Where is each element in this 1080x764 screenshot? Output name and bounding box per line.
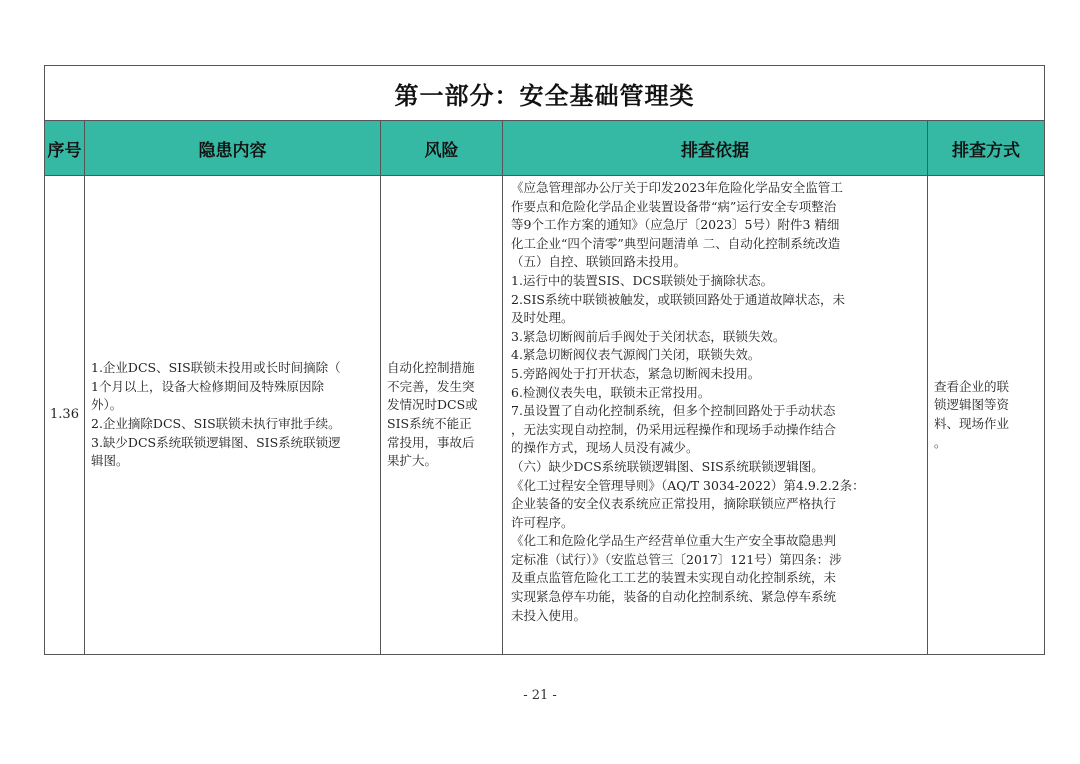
- basis-line: 实现紧急停车功能，装备的自动化控制系统、紧急停车系统: [511, 589, 837, 605]
- method-line: 锁逻辑图等资: [934, 397, 1010, 413]
- header-hazard: 隐患内容: [85, 121, 381, 175]
- basis-line: 4.紧急切断阀仪表气源阀门关闭，联锁失效。: [511, 347, 761, 363]
- basis-line: 化工企业“四个清零”典型问题清单 二、自动化控制系统改造: [511, 235, 841, 251]
- basis-line: 定标准（试行）》（安监总管三〔2017〕121号）第四条：涉: [511, 551, 842, 567]
- basis-line: 等9个工作方案的通知》（应急厅〔2023〕5号）附件3 精细: [511, 217, 840, 233]
- risk-line: 常投用，事故后: [387, 434, 475, 450]
- basis-cell: [503, 176, 928, 654]
- basis-line: 许可程序。: [511, 514, 574, 530]
- hazard-line: 1个月以上，设备大检修期间及特殊原因除: [91, 378, 324, 394]
- basis-line: ，无法实现自动控制，仍采用远程操作和现场手动操作结合: [511, 421, 837, 437]
- risk-line: SIS系统不能正: [387, 416, 472, 431]
- method-line: 查看企业的联: [934, 378, 1010, 394]
- section-title: 第一部分：安全基础管理类: [45, 66, 1044, 121]
- basis-line: 及重点监管危险化工工艺的装置未实现自动化控制系统，未: [511, 570, 837, 586]
- basis-line: 作要点和危险化学品企业装置设备带“病”运行安全专项整治: [511, 198, 837, 214]
- basis-line: 未投入使用。: [511, 607, 587, 623]
- basis-line: 6.检测仪表失电，联锁未正常投用。: [511, 384, 711, 400]
- risk-line: 不完善，发生突: [387, 378, 475, 394]
- page-number: - 21 -: [523, 688, 557, 703]
- hazard-line: 1.企业DCS、SIS联锁未投用或长时间摘除（: [91, 360, 341, 376]
- basis-line: 的操作方式，现场人员没有减少。: [511, 440, 699, 456]
- header-risk: 风险: [381, 121, 503, 175]
- basis-line: 《化工和危险化学品生产经营单位重大生产安全事故隐患判: [511, 533, 837, 549]
- basis-line: 2.SIS系统中联锁被触发，或联锁回路处于通道故障状态，未: [511, 291, 845, 307]
- hazard-line: 外）。: [91, 397, 123, 413]
- basis-line: 3.紧急切断阀前后手阀处于关闭状态，联锁失效。: [511, 328, 786, 344]
- hazard-cell: [85, 176, 381, 654]
- risk-line: 发情况时DCS或: [387, 397, 478, 413]
- basis-line: （五）自控、联锁回路未投用。: [511, 254, 687, 270]
- risk-cell: [381, 176, 503, 654]
- hazard-line: 辑图。: [91, 453, 129, 469]
- header-method: 排查方式: [952, 140, 1020, 161]
- method-cell: [928, 176, 1044, 654]
- basis-line: 企业装备的安全仪表系统应正常投用，摘除联锁应严格执行: [511, 496, 837, 512]
- seq-number: 1.36: [50, 406, 79, 422]
- basis-line: 5.旁路阀处于打开状态，紧急切断阀未投用。: [511, 365, 761, 381]
- seq-cell: [45, 176, 85, 654]
- hazard-line: 3.缺少DCS系统联锁逻辑图、SIS系统联锁逻: [91, 434, 341, 450]
- method-line: 料、现场作业: [934, 416, 1010, 431]
- basis-line: 7.虽设置了自动化控制系统，但多个控制回路处于手动状态: [511, 403, 836, 419]
- table-row: [45, 176, 1044, 654]
- risk-line: 果扩大。: [387, 453, 438, 469]
- basis-line: 1.运行中的装置SIS、DCS联锁处于摘除状态。: [511, 272, 774, 288]
- hazard-line: 2.企业摘除DCS、SIS联锁未执行审批手续。: [91, 416, 341, 431]
- risk-line: 自动化控制措施: [387, 360, 475, 376]
- basis-line: （六）缺少DCS系统联锁逻辑图、SIS系统联锁逻辑图。: [511, 458, 824, 474]
- method-line: 。: [934, 434, 947, 450]
- table-header-row: [45, 121, 1044, 176]
- basis-line: 《应急管理部办公厅关于印发2023年危险化学品安全监管工: [511, 180, 843, 195]
- hazard-table: [44, 65, 1045, 655]
- header-basis: 排查依据: [503, 121, 928, 175]
- header-seq: 序号: [45, 121, 85, 175]
- basis-line: 及时处理。: [511, 310, 574, 326]
- basis-line: 《化工过程安全管理导则》（AQ/T 3034-2022）第4.9.2.2条：: [511, 477, 865, 493]
